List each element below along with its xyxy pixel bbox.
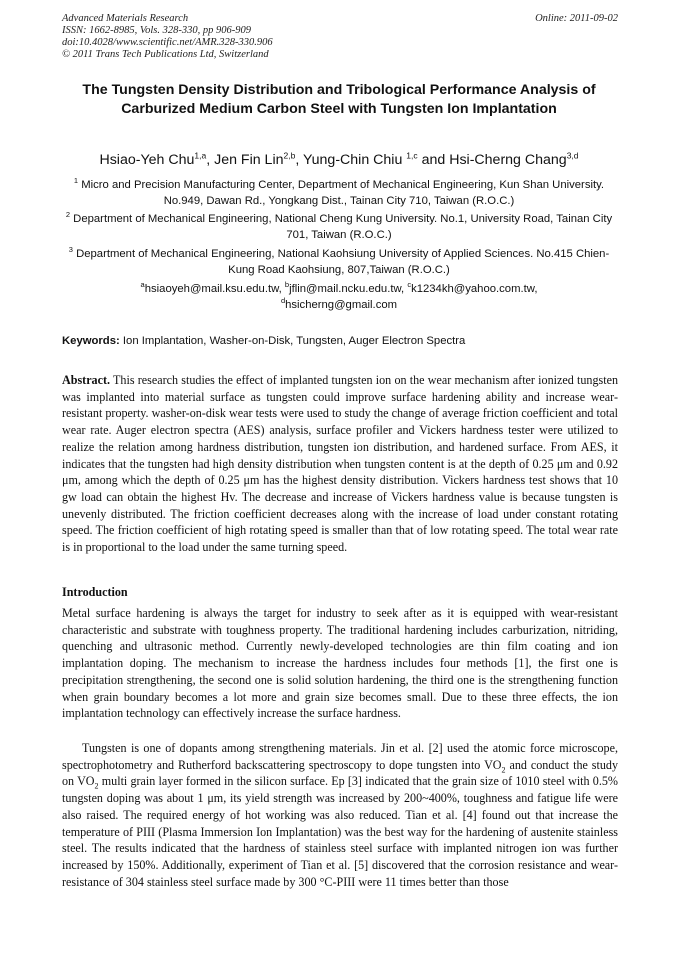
keywords-label: Keywords: <box>62 335 120 347</box>
affiliation-2 <box>62 211 616 243</box>
email-link[interactable]: jflin@mail.ncku.edu.tw, <box>289 283 408 295</box>
abstract <box>62 372 618 556</box>
email-sup: d <box>280 296 286 306</box>
email-sup: a <box>140 280 145 290</box>
email-sup: c <box>407 280 412 290</box>
paper-title: The Tungsten Density Distribution and Tribological Performance Analysis of Carburized Medium Carbon Steel with Tungsten Ion Implantation <box>82 82 596 117</box>
introduction-paragraph-1: Metal surface hardening is always the target for industry to seek after as it is equipped with wear-resistant characteristic and substrate with toughness property. The traditional hardening includes carburization, nitriding, quenching and ultrasonic method. Currently newly-developed technologies are thin film coating and ion implantation doping. The mechanism to increase the hardness includes four methods [1], the first one is precipitation strengthening, the second one is solid solution hardening, the third one is the strengthening function when grain boundary becomes a lot more and grain size becomes small. Due to these three effects, the ion implantation technology can effectively increase the surface hardness. <box>62 606 618 721</box>
paragraph-text: multi grain layer formed in the silicon surface. Ep [3] indicated that the grain size of 1010 steel with 0.5% tungsten doping was about 1 μm, its yield strength was increased by 200~400%, toughness and fatigue life were also raised. The required energy of hot working was also reduced. Tian et al. [4] found out that increase the temperature of PIII (Plasma Immersion Ion Implantation) was the best way for the hardening of austenite stainless steel. The results indicated that the hardness of stainless steel surface with implanted nitrogen ion was further increased by 150%. Additionally, experiment of Tian et al. [5] discovered that the corrosion resistance and wear-resistance of 304 stainless steel surface made by 300 °C-PIII were 11 times better than those <box>62 774 618 889</box>
author-name: Yung-Chin Chiu <box>302 152 407 168</box>
introduction-paragraph-2 <box>62 740 618 890</box>
paragraph-text: Tungsten is one of dopants among strengthening materials. Jin et al. [2] used the atomic force microscope, spectrophotometry and Rutherford backscattering spectroscopy to dope tungsten into VO <box>62 741 618 772</box>
author-sup: 2,b <box>283 150 296 161</box>
author-name: Jen Fin Lin <box>214 152 284 168</box>
affiliation-number: 1 <box>73 176 79 186</box>
copyright-line: © 2011 Trans Tech Publications Ltd, Switzerland <box>62 49 269 60</box>
subscript: 2 <box>501 765 506 775</box>
email-link[interactable]: hsicherng@gmail.com <box>285 299 398 311</box>
email-link[interactable]: hsiaoyeh@mail.ksu.edu.tw, <box>144 283 285 295</box>
email-list <box>62 281 616 313</box>
author-list <box>62 151 616 169</box>
subscript: 2 <box>94 781 99 791</box>
abstract-text: This research studies the effect of implanted tungsten ion on the wear mechanism after ionized tungsten was implanted into material surface as tungsten could improve surface hardening ability and increase wear-resistant property. washer-on-disk wear tests were used to study the change of average friction coefficient and total wear rate. Auger electron spectra (AES) analysis, surface profiler and Vickers hardness tester were utilized to realize the relation among hardness distribution, tungsten ion distribution, and hardened surface. From AES, it indicates that the tungsten had high density distribution when tungsten content is at the depth of 0.25 μm and 0.92 μm, among which the depth of 0.25 μm has the highest density distribution. Vickers hardness test shows that 10 gw load can obtain the highest Hv. The decrease and increase of Vickers hardness value is because tungsten is unevenly distributed. The friction coefficient decreases along with the increase of load under constant rotating speed. The friction coefficient of high rotating speed is smaller than that of low rotating speed. The total wear rate is in proportional to the load under the same turning speed. <box>62 373 618 555</box>
email-sup: b <box>284 280 290 290</box>
affiliation-1 <box>62 177 616 209</box>
issn-line: ISSN: 1662-8985, Vols. 328-330, pp 906-909 <box>62 25 251 36</box>
online-date: Online: 2011-09-02 <box>535 13 618 24</box>
journal-name: Advanced Materials Research <box>62 13 189 24</box>
author-sep: and <box>417 152 450 168</box>
affiliation-text: Department of Mechanical Engineering, National Kaohsiung University of Applied Sciences. No.415 Chien-Kung Road Kaohsiung, 807,Taiwan (R.O.C.) <box>76 248 610 276</box>
author-sep: , <box>206 152 215 168</box>
email-link[interactable]: k1234kh@yahoo.com.tw, <box>411 283 538 295</box>
author-sep: , <box>295 152 303 168</box>
author-sup: 1,a <box>194 150 207 161</box>
author-sup: 1,c <box>406 150 418 161</box>
keywords-text: Ion Implantation, Washer-on-Disk, Tungsten, Auger Electron Spectra <box>119 335 466 347</box>
author-sup: 3,d <box>566 150 579 161</box>
affiliation-3 <box>62 246 616 278</box>
author-name: Hsiao-Yeh Chu <box>99 152 195 168</box>
journal-header <box>62 13 618 61</box>
author-name: Hsi-Cherng Chang <box>449 152 567 168</box>
doi-line: doi:10.4028/www.scientific.net/AMR.328-330.906 <box>62 37 273 48</box>
affiliation-text: Department of Mechanical Engineering, National Cheng Kung University. No.1, University Road, Tainan City 701, Taiwan (R.O.C.) <box>73 213 613 241</box>
abstract-label: Abstract. <box>62 373 111 387</box>
section-heading-introduction: Introduction <box>62 585 128 599</box>
affiliation-number: 3 <box>68 245 73 255</box>
paragraph-text: and conduct the study on VO <box>62 757 619 789</box>
keywords <box>62 334 618 348</box>
affiliation-text: Micro and Precision Manufacturing Center, Department of Mechanical Engineering, Kun Shan University. No.949, Dawan Rd., Yongkang Dist., Tainan City 710, Taiwan (R.O.C.) <box>81 179 605 207</box>
affiliation-number: 2 <box>65 210 71 220</box>
